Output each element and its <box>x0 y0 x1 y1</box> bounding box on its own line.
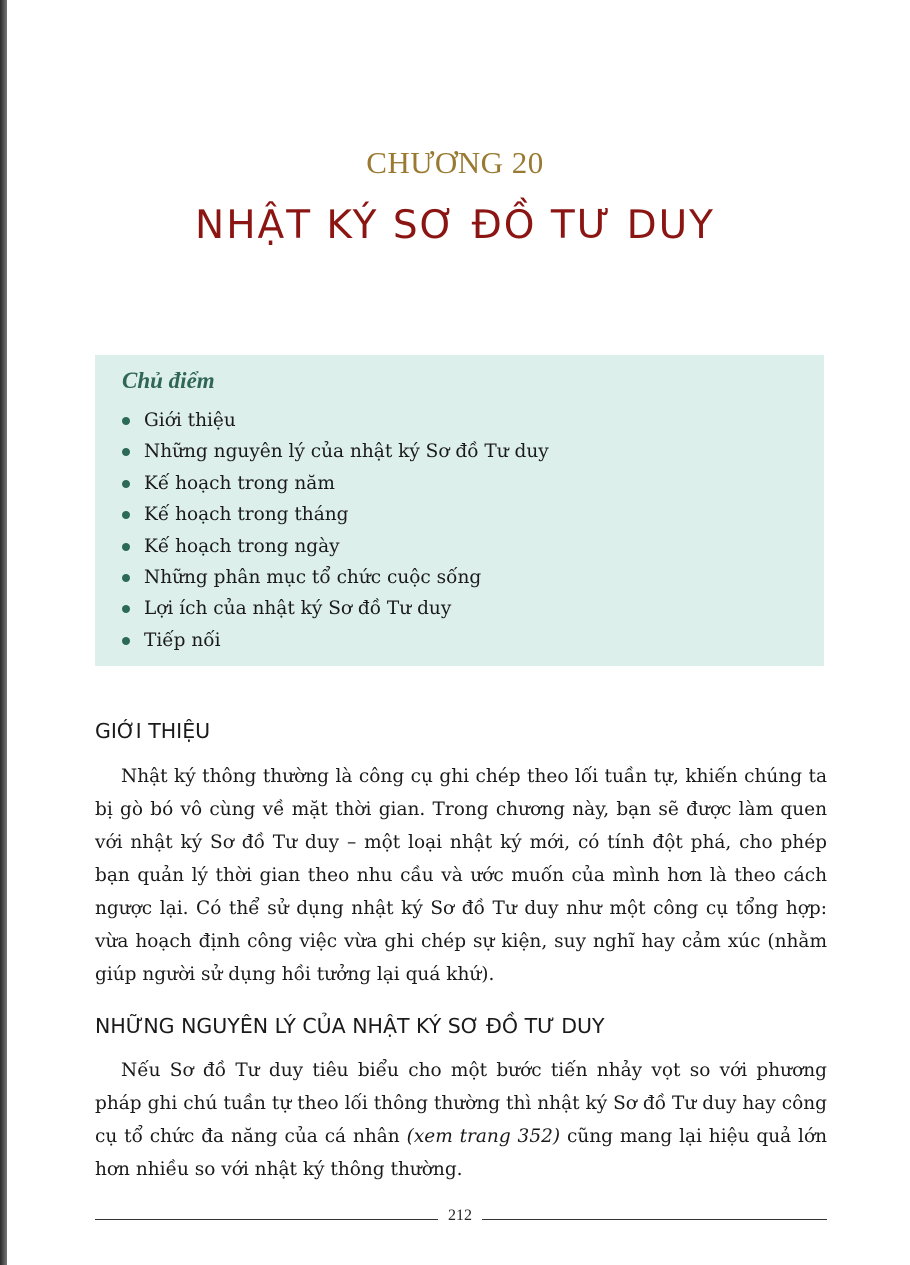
principles-text-start: Nếu Sơ đồ Tư duy tiêu biểu cho một bước tiến nhảy vọt so với phương pháp ghi chú tuần tự theo lối thông thường thì nhật ký Sơ đồ Tư duy hay công cụ tổ chức đa năng của cá nhân <box>95 1060 827 1147</box>
bullet-icon <box>122 480 130 488</box>
topic-label: Kế hoạch trong tháng <box>144 504 349 526</box>
bullet-icon <box>122 574 130 582</box>
footer-rule-right <box>482 1219 827 1220</box>
bullet-icon <box>122 417 130 425</box>
topics-box <box>95 355 824 666</box>
footer-rule-left <box>95 1219 438 1220</box>
page-reference: (xem trang 352) <box>406 1126 561 1147</box>
topics-list <box>122 408 549 659</box>
list-item <box>122 502 549 533</box>
list-item <box>122 408 549 439</box>
chapter-number: CHƯƠNG 20 <box>366 145 544 180</box>
principles-text-end: cũng mang lại hiệu quả lớn hơn nhiều so với nhật ký thông thường. <box>95 1126 828 1180</box>
topics-heading: Chủ điểm <box>122 368 215 393</box>
section-heading-introduction: GIỚI THIỆU <box>95 719 211 743</box>
chapter-title: NHẬT KÝ SƠ ĐỒ TƯ DUY <box>195 203 715 248</box>
book-spine-edge <box>0 0 7 1265</box>
list-item <box>122 439 549 470</box>
topic-label: Lợi ích của nhật ký Sơ đồ Tư duy <box>144 598 452 620</box>
list-item <box>122 565 549 596</box>
topic-label: Những nguyên lý của nhật ký Sơ đồ Tư duy <box>144 441 549 463</box>
topic-label: Giới thiệu <box>144 410 236 431</box>
bullet-icon <box>122 637 130 645</box>
topic-label: Những phân mục tổ chức cuộc sống <box>144 566 482 588</box>
bullet-icon <box>122 543 130 551</box>
principles-paragraph <box>95 1054 827 1186</box>
list-item <box>122 471 549 502</box>
topic-label: Kế hoạch trong năm <box>144 472 335 494</box>
page-number: 212 <box>448 1207 472 1224</box>
introduction-paragraph: Nhật ký thông thường là công cụ ghi chép theo lối tuần tự, khiến chúng ta bị gò bó vô cùng về mặt thời gian. Trong chương này, bạn sẽ được làm quen với nhật ký Sơ đồ Tư duy – một loại nhật ký mới, có tính đột phá, cho phép bạn quản lý thời gian theo nhu cầu và ước muốn của mình hơn là theo cách ngược lại. Có thể sử dụng nhật ký Sơ đồ Tư duy như một công cụ tổng hợp: vừa hoạch định công việc vừa ghi chép sự kiện, suy nghĩ hay cảm xúc (nhằm giúp người sử dụng hồi tưởng lại quá khứ). <box>95 766 827 985</box>
topic-label: Tiếp nối <box>144 629 221 651</box>
topic-label: Kế hoạch trong ngày <box>144 535 340 557</box>
bullet-icon <box>122 605 130 613</box>
list-item <box>122 628 549 659</box>
section-heading-principles: NHỮNG NGUYÊN LÝ CỦA NHẬT KÝ SƠ ĐỒ TƯ DUY <box>95 1014 605 1038</box>
list-item <box>122 534 549 565</box>
bullet-icon <box>122 448 130 456</box>
bullet-icon <box>122 511 130 519</box>
list-item <box>122 596 549 627</box>
